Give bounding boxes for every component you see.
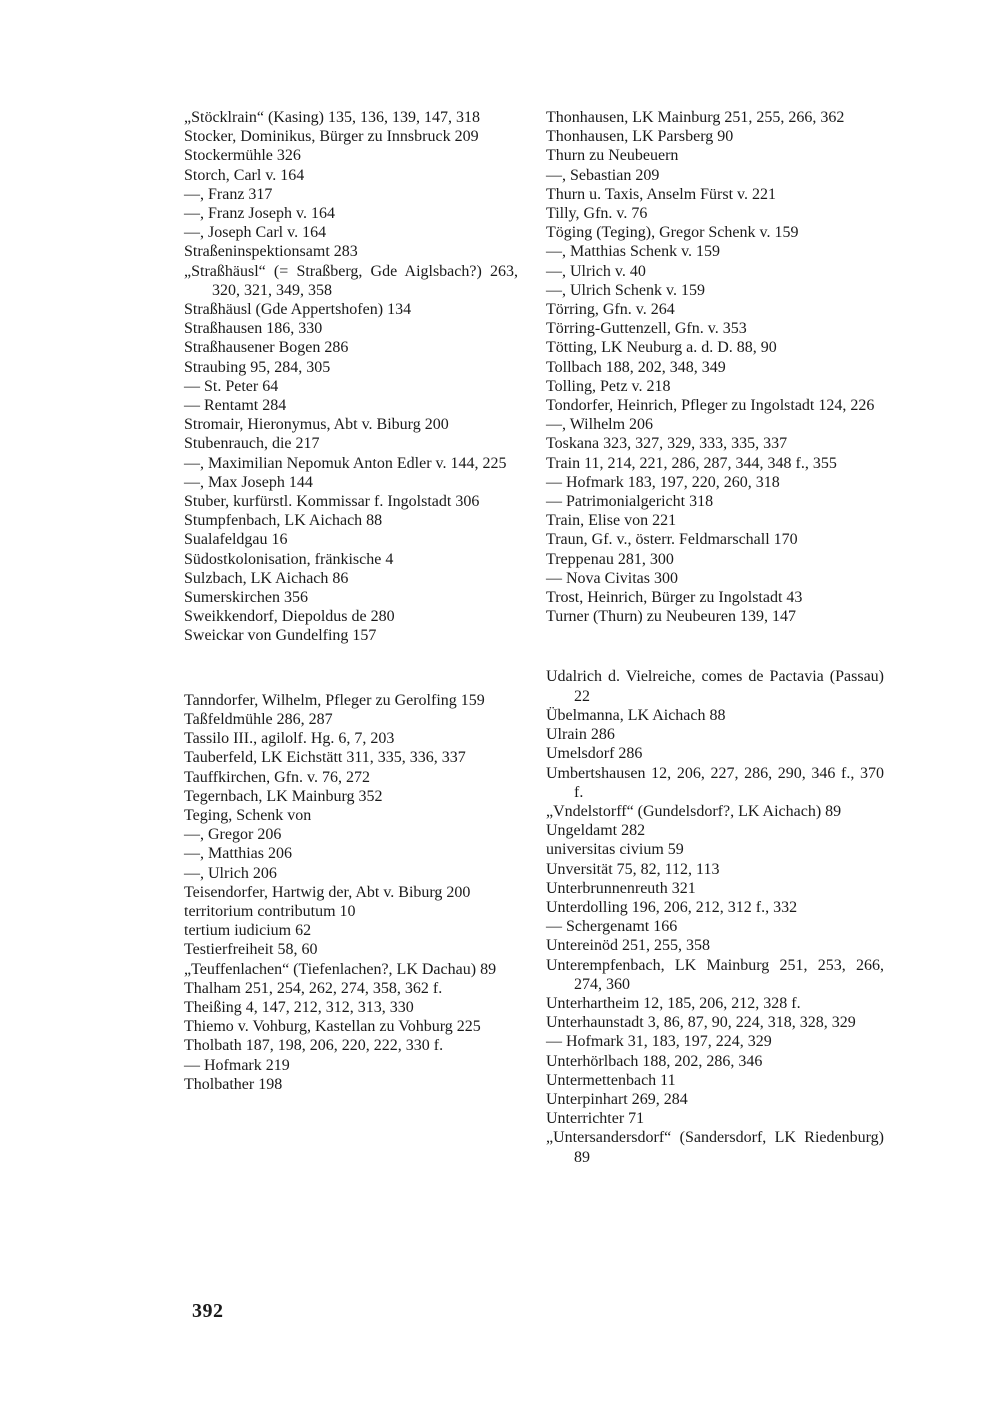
index-entry: —, Franz 317 bbox=[184, 185, 273, 203]
index-entry: Stocker, Dominikus, Bürger zu Innsbruck 209 bbox=[184, 128, 479, 146]
index-entry: Törring-Guttenzell, Gfn. v. 353 bbox=[546, 320, 747, 338]
index-group-t bbox=[184, 691, 518, 1094]
index-entry: universitas civium 59 bbox=[546, 841, 684, 859]
index-entry: —, Maximilian Nepomuk Anton Edler v. 144, 225 bbox=[184, 454, 507, 472]
index-entry: Unterhaunstadt 3, 86, 87, 90, 224, 318, 328, 329 bbox=[546, 1014, 856, 1032]
right-column bbox=[546, 108, 884, 1167]
index-entry: Tholbather 198 bbox=[184, 1075, 283, 1093]
index-entry: Treppenau 281, 300 bbox=[546, 550, 674, 568]
index-entry: —, Ulrich Schenk v. 159 bbox=[546, 281, 705, 299]
index-entry: Sualafeldgau 16 bbox=[184, 531, 288, 549]
index-entry: Unterpinhart 269, 284 bbox=[546, 1090, 688, 1108]
index-entry: Unterhartheim 12, 185, 206, 212, 328 f. bbox=[546, 994, 801, 1012]
index-entry: Trost, Heinrich, Bürger zu Ingolstadt 43 bbox=[546, 589, 803, 607]
index-entry: — Schergenamt 166 bbox=[546, 918, 678, 936]
index-entry: Tegernbach, LK Mainburg 352 bbox=[184, 787, 383, 805]
index-entry: territorium contributum 10 bbox=[184, 902, 356, 920]
index-entry: Udalrich d. Vielreiche, comes de Pactavia (Passau) 22 bbox=[546, 668, 884, 705]
index-entry: —, Matthias 206 bbox=[184, 845, 292, 863]
index-entry: Testierfreiheit 58, 60 bbox=[184, 941, 318, 959]
index-entry: Turner (Thurn) zu Neubeuren 139, 147 bbox=[546, 608, 797, 626]
index-entry: Straßhausen 186, 330 bbox=[184, 320, 323, 338]
index-entry: Unterempfenbach, LK Mainburg 251, 253, 266, 274, 360 bbox=[546, 956, 884, 993]
index-entry: Törring, Gfn. v. 264 bbox=[546, 301, 675, 319]
index-entry: Unterbrunnenreuth 321 bbox=[546, 879, 696, 897]
index-entry: Tolling, Petz v. 218 bbox=[546, 377, 671, 395]
index-entry: Ungeldamt 282 bbox=[546, 822, 646, 840]
index-entry: Südostkolonisation, fränkische 4 bbox=[184, 550, 394, 568]
index-entry: Stockermühle 326 bbox=[184, 147, 301, 165]
index-entry: Stromair, Hieronymus, Abt v. Biburg 200 bbox=[184, 416, 449, 434]
index-entry: Train 11, 214, 221, 286, 287, 344, 348 f., 355 bbox=[546, 454, 837, 472]
index-entry: Tondorfer, Heinrich, Pfleger zu Ingolstadt 124, 226 bbox=[546, 397, 875, 415]
index-entry: Stuber, kurfürstl. Kommissar f. Ingolstadt 306 bbox=[184, 493, 480, 511]
index-entry: Unterrichter 71 bbox=[546, 1110, 645, 1128]
index-entry: Umbertshausen 12, 206, 227, 286, 290, 346 f., 370 f. bbox=[546, 764, 884, 801]
index-entry: Sweikkendorf, Diepoldus de 280 bbox=[184, 608, 395, 626]
index-entry: Sulzbach, LK Aichach 86 bbox=[184, 569, 349, 587]
index-entry: —, Ulrich 206 bbox=[184, 864, 277, 882]
index-entry: Teging, Schenk von bbox=[184, 806, 312, 824]
index-entry: Tollbach 188, 202, 348, 349 bbox=[546, 358, 726, 376]
index-entry: Tanndorfer, Wilhelm, Pfleger zu Gerolfing 159 bbox=[184, 691, 485, 709]
index-entry: — Nova Civitas 300 bbox=[546, 569, 678, 587]
left-column bbox=[184, 108, 518, 1094]
index-entry: Teisendorfer, Hartwig der, Abt v. Biburg 200 bbox=[184, 883, 471, 901]
index-entry: Thiemo v. Vohburg, Kastellan zu Vohburg 225 bbox=[184, 1018, 481, 1036]
index-group-u bbox=[546, 667, 884, 1166]
index-entry: Thalham 251, 254, 262, 274, 358, 362 f. bbox=[184, 979, 443, 997]
index-entry: —, Franz Joseph v. 164 bbox=[184, 205, 335, 223]
index-entry: Stumpfenbach, LK Aichach 88 bbox=[184, 512, 383, 530]
index-entry: — Hofmark 219 bbox=[184, 1056, 290, 1074]
index-entry: Übelmanna, LK Aichach 88 bbox=[546, 706, 726, 724]
index-entry: „Untersandersdorf“ (Sandersdorf, LK Riedenburg) 89 bbox=[546, 1129, 884, 1166]
index-entry: Töging (Teging), Gregor Schenk v. 159 bbox=[546, 224, 799, 242]
index-entry: — St. Peter 64 bbox=[184, 377, 279, 395]
page-number: 392 bbox=[192, 1300, 224, 1322]
index-group-s bbox=[184, 108, 518, 646]
index-entry: „Stöcklrain“ (Kasing) 135, 136, 139, 147, 318 bbox=[184, 109, 480, 126]
index-entry: Thurn zu Neubeuern bbox=[546, 147, 679, 165]
index-entry: Tassilo III., agilolf. Hg. 6, 7, 203 bbox=[184, 730, 395, 748]
index-entry: Traun, Gf. v., österr. Feldmarschall 170 bbox=[546, 531, 798, 549]
index-entry: Sweickar von Gundelfing 157 bbox=[184, 627, 377, 645]
index-entry: Train, Elise von 221 bbox=[546, 512, 677, 530]
index-entry: —, Max Joseph 144 bbox=[184, 473, 313, 491]
index-entry: Straßhausener Bogen 286 bbox=[184, 339, 349, 357]
index-entry: — Hofmark 183, 197, 220, 260, 318 bbox=[546, 473, 780, 491]
index-entry: Unterhörlbach 188, 202, 286, 346 bbox=[546, 1052, 763, 1070]
group-separator bbox=[546, 626, 884, 667]
index-entry: — Patrimonialgericht 318 bbox=[546, 493, 714, 511]
index-entry: Thurn u. Taxis, Anselm Fürst v. 221 bbox=[546, 185, 776, 203]
index-entry: —, Matthias Schenk v. 159 bbox=[546, 243, 721, 261]
index-entry: „Teuffenlachen“ (Tiefenlachen?, LK Dachau) 89 bbox=[184, 960, 497, 978]
index-group-t-continued bbox=[546, 108, 884, 626]
index-entry: Unversität 75, 82, 112, 113 bbox=[546, 860, 720, 878]
index-entry: —, Joseph Carl v. 164 bbox=[184, 224, 327, 242]
index-entry: Taßfeldmühle 286, 287 bbox=[184, 710, 333, 728]
index-entry: Stubenrauch, die 217 bbox=[184, 435, 320, 453]
index-entry: Theißing 4, 147, 212, 312, 313, 330 bbox=[184, 998, 414, 1016]
index-entry: —, Gregor 206 bbox=[184, 826, 282, 844]
index-entry: —, Sebastian 209 bbox=[546, 166, 660, 184]
index-entry: Straubing 95, 284, 305 bbox=[184, 358, 331, 376]
index-entry: —, Ulrich v. 40 bbox=[546, 262, 646, 280]
index-entry: Tötting, LK Neuburg a. d. D. 88, 90 bbox=[546, 339, 777, 357]
index-entry: Storch, Carl v. 164 bbox=[184, 166, 305, 184]
index-entry: Tholbath 187, 198, 206, 220, 222, 330 f. bbox=[184, 1037, 444, 1055]
index-entry: — Rentamt 284 bbox=[184, 397, 287, 415]
index-entry: Unterdolling 196, 206, 212, 312 f., 332 bbox=[546, 898, 798, 916]
index-entry: „Straßhäusl“ (= Straßberg, Gde Aiglsbach?) 263, 320, 321, 349, 358 bbox=[184, 262, 518, 299]
index-entry: „Vndelstorff“ (Gundelsdorf?, LK Aichach) 89 bbox=[546, 802, 842, 820]
index-entry: tertium iudicium 62 bbox=[184, 922, 312, 940]
index-entry: —, Wilhelm 206 bbox=[546, 416, 654, 434]
index-entry: Tilly, Gfn. v. 76 bbox=[546, 205, 648, 223]
index-entry: Straßhäusl (Gde Appertshofen) 134 bbox=[184, 301, 412, 319]
index-entry: Thonhausen, LK Mainburg 251, 255, 266, 362 bbox=[546, 109, 845, 126]
index-entry: Straßeninspektionsamt 283 bbox=[184, 243, 358, 261]
index-entry: Tauberfeld, LK Eichstätt 311, 335, 336, 337 bbox=[184, 749, 466, 767]
index-entry: Untereinöd 251, 255, 358 bbox=[546, 937, 710, 955]
group-separator bbox=[184, 646, 518, 691]
index-entry: Umelsdorf 286 bbox=[546, 745, 643, 763]
index-entry: Toskana 323, 327, 329, 333, 335, 337 bbox=[546, 435, 788, 453]
index-entry: Tauffkirchen, Gfn. v. 76, 272 bbox=[184, 768, 370, 786]
index-entry: Untermettenbach 11 bbox=[546, 1071, 676, 1089]
index-entry: Ulrain 286 bbox=[546, 726, 615, 744]
index-entry: Sumerskirchen 356 bbox=[184, 589, 308, 607]
index-entry: Thonhausen, LK Parsberg 90 bbox=[546, 128, 734, 146]
index-entry: — Hofmark 31, 183, 197, 224, 329 bbox=[546, 1033, 772, 1051]
